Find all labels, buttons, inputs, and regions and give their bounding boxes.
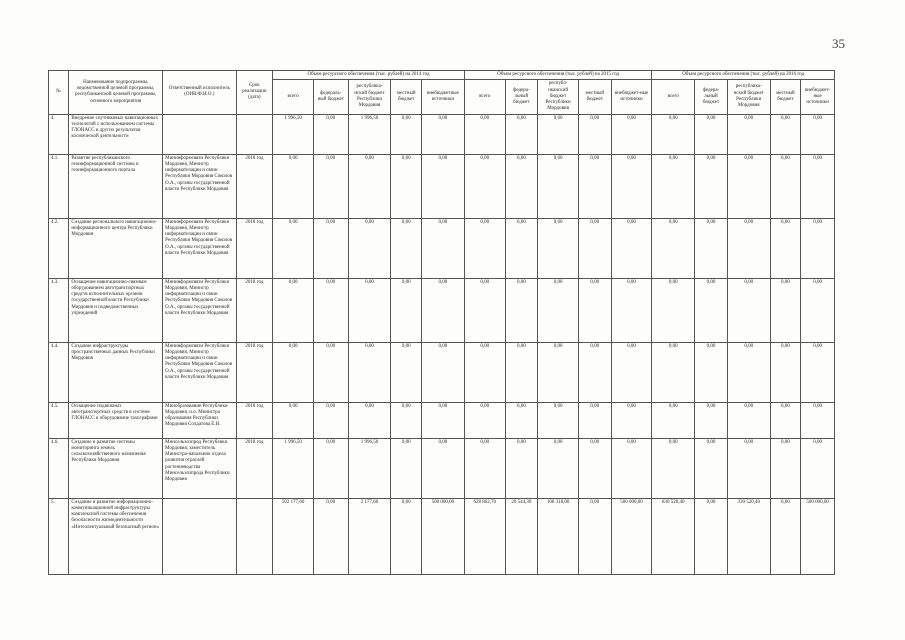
row-deadline: 2018 год <box>236 218 273 278</box>
subheader: местный бюджет <box>578 80 611 114</box>
amount-cell: 0,00 <box>801 438 835 498</box>
amount-cell: 0,00 <box>348 402 391 438</box>
amount-cell: 0,00 <box>391 218 422 278</box>
amount-cell: 0,00 <box>391 278 422 342</box>
amount-cell: 0,00 <box>505 278 538 342</box>
row-deadline: 2018 год <box>236 278 273 342</box>
table-row <box>49 218 835 278</box>
row-number: 5. <box>49 498 69 574</box>
header-2016: Объем ресурсного обеспечения (тыс. рублей) на 2016 год <box>652 71 835 80</box>
subheader: местный бюджет <box>770 80 801 114</box>
amount-cell: 0,00 <box>695 114 728 154</box>
header-deadline: Срок реализации (дата) <box>236 71 273 115</box>
amount-cell: 628 862,70 <box>464 498 505 574</box>
amount-cell: 0,00 <box>538 402 579 438</box>
amount-cell: 2 177,60 <box>348 498 391 574</box>
row-executor: Минсельхозпрод Республики Мордовия, заместитель Министра-начальник отдела развития отраслей растениеводства Минсельхозпрода Республики Мордовия <box>163 438 236 498</box>
amount-cell: 0,00 <box>505 402 538 438</box>
amount-cell: 0,00 <box>538 218 579 278</box>
table-row <box>49 402 835 438</box>
amount-cell: 0,00 <box>313 342 348 402</box>
amount-cell: 0,00 <box>801 278 835 342</box>
amount-cell: 0,00 <box>611 438 652 498</box>
amount-cell: 0,00 <box>652 154 695 218</box>
row-name: Создание инфраструктуры пространственных данных Республики Мордовия <box>69 342 163 402</box>
amount-cell: 108 318,00 <box>538 498 579 574</box>
subheader: республ-иканский бюджет Республики Мордовия <box>538 80 579 114</box>
amount-cell: 0,00 <box>652 402 695 438</box>
amount-cell: 0,00 <box>611 218 652 278</box>
amount-cell: 0,00 <box>695 342 728 402</box>
amount-cell: 0,00 <box>770 154 801 218</box>
amount-cell: 0,00 <box>770 114 801 154</box>
amount-cell: 0,00 <box>801 154 835 218</box>
amount-cell: 0,00 <box>578 498 611 574</box>
amount-cell: 0,00 <box>611 342 652 402</box>
subheader: федераль-ный бюджет <box>313 80 348 114</box>
amount-cell: 0,00 <box>727 438 770 498</box>
row-deadline: 2018 год <box>236 402 273 438</box>
amount-cell: 0,00 <box>464 342 505 402</box>
subheader: внебюджетные источники <box>421 80 464 114</box>
header-2015: Объем ресурсного обеспечения (тыс. рублей) на 2015 год <box>464 71 652 80</box>
subheader: всего <box>273 80 314 114</box>
subheader: местный бюджет <box>391 80 422 114</box>
amount-cell: 0,00 <box>695 278 728 342</box>
subheader: республика-нский бюджет Республики Мордовия <box>348 80 391 114</box>
amount-cell: 0,00 <box>770 342 801 402</box>
amount-cell: 20 544,30 <box>505 498 538 574</box>
amount-cell: 0,00 <box>313 218 348 278</box>
amount-cell: 0,00 <box>538 342 579 402</box>
amount-cell: 0,00 <box>421 114 464 154</box>
amount-cell: 0,00 <box>313 114 348 154</box>
row-number: 4.4. <box>49 342 69 402</box>
row-number: 4.3. <box>49 278 69 342</box>
amount-cell: 0,00 <box>421 154 464 218</box>
amount-cell: 0,00 <box>421 218 464 278</box>
amount-cell: 0,00 <box>770 278 801 342</box>
amount-cell: 0,00 <box>727 342 770 402</box>
row-number: 4.6. <box>49 438 69 498</box>
amount-cell: 0,00 <box>348 342 391 402</box>
subheader: всего <box>652 80 695 114</box>
amount-cell: 0,00 <box>538 438 579 498</box>
amount-cell: 0,00 <box>273 154 314 218</box>
row-executor: Мининформсвязи Республики Мордовия, Министр информатизации и связи Республики Мордовия Соколов О.А., органы государственной власти Республики Мордовия <box>163 218 236 278</box>
row-deadline <box>236 498 273 574</box>
row-executor: Мининформсвязи Республики Мордовия, Министр информатизации и связи Республики Мордовия Соколов О.А., органы государственной власти Республики Мордовия <box>163 278 236 342</box>
amount-cell: 0,00 <box>391 438 422 498</box>
row-name: Создание и развитие информационно-коммуникационной инфраструктуры комплексной системы обеспечения безопасности жизнедеятельности «Интеллектуальный безопасный регион» <box>69 498 163 574</box>
row-deadline: 2018 год <box>236 438 273 498</box>
amount-cell: 0,00 <box>578 438 611 498</box>
amount-cell: 0,00 <box>578 402 611 438</box>
amount-cell: 0,00 <box>727 154 770 218</box>
row-number: 4.5. <box>49 402 69 438</box>
amount-cell: 0,00 <box>421 438 464 498</box>
amount-cell: 0,00 <box>770 218 801 278</box>
amount-cell: 0,00 <box>464 114 505 154</box>
row-executor: Мининформсвязи Республики Мордовия, Министр информатизации и связи Республики Мордовия Соколов О.А., органы государственной власти Республики Мордовия <box>163 342 236 402</box>
amount-cell: 0,00 <box>611 402 652 438</box>
amount-cell: 0,00 <box>348 218 391 278</box>
amount-cell: 0,00 <box>611 154 652 218</box>
amount-cell: 0,00 <box>801 402 835 438</box>
row-name: Создание и развитие системы мониторинга земель сельскохозяйственного назначения Республики Мордовия <box>69 438 163 498</box>
amount-cell: 0,00 <box>727 402 770 438</box>
resource-table <box>48 70 835 575</box>
amount-cell: 0,00 <box>801 218 835 278</box>
amount-cell: 0,00 <box>578 218 611 278</box>
amount-cell: 0,00 <box>695 498 728 574</box>
row-number: 4.2. <box>49 218 69 278</box>
table-row <box>49 114 835 154</box>
amount-cell: 0,00 <box>421 278 464 342</box>
subheader: федера-льный бюджет <box>505 80 538 114</box>
amount-cell: 502 177,60 <box>273 498 314 574</box>
row-deadline: 2018 год <box>236 154 273 218</box>
table-row <box>49 498 835 574</box>
table-row <box>49 154 835 218</box>
amount-cell: 0,00 <box>505 342 538 402</box>
amount-cell: 0,00 <box>770 402 801 438</box>
amount-cell: 0,00 <box>391 402 422 438</box>
amount-cell: 0,00 <box>464 402 505 438</box>
header-name: Наименование подпрограммы, ведомственной целевой программы, республиканской целевой программы, основного мероприятия <box>69 71 163 115</box>
amount-cell: 0,00 <box>464 154 505 218</box>
amount-cell: 0,00 <box>505 218 538 278</box>
row-number: 4.1. <box>49 154 69 218</box>
row-deadline <box>236 114 273 154</box>
amount-cell: 0,00 <box>273 342 314 402</box>
subheader: федера-льный бюджет <box>695 80 728 114</box>
amount-cell: 0,00 <box>695 402 728 438</box>
amount-cell: 0,00 <box>348 154 391 218</box>
amount-cell: 500 000,00 <box>421 498 464 574</box>
amount-cell: 0,00 <box>313 154 348 218</box>
amount-cell: 0,00 <box>391 498 422 574</box>
row-executor <box>163 114 236 154</box>
row-name: Развитие республиканского геоинформационной системы и геоинформационного портала <box>69 154 163 218</box>
row-name: Внедрение спутниковых навигационных технологий с использованием системы ГЛОНАСС и других результатов космической деятельности <box>69 114 163 154</box>
amount-cell: 0,00 <box>313 278 348 342</box>
row-executor: Мининформсвязи Республики Мордовия, Министр информатизации и связи Республики Мордовия Соколов О.А., органы государственной власти Республики Мордовия <box>163 154 236 218</box>
header-no: № <box>49 71 69 115</box>
amount-cell: 0,00 <box>391 114 422 154</box>
header-executor: Ответственный исполнитель (ОИВ/Ф.И.О.) <box>163 71 236 115</box>
amount-cell: 1 996,50 <box>273 114 314 154</box>
amount-cell: 0,00 <box>578 114 611 154</box>
amount-cell: 0,00 <box>770 498 801 574</box>
header-2014: Объем ресурсного обеспечения (тыс. рублей) на 2014 год <box>273 71 465 80</box>
amount-cell: 0,00 <box>313 402 348 438</box>
amount-cell: 500 000,00 <box>801 498 835 574</box>
amount-cell: 0,00 <box>727 278 770 342</box>
amount-cell: 0,00 <box>464 218 505 278</box>
amount-cell: 0,00 <box>652 278 695 342</box>
table-row <box>49 342 835 402</box>
amount-cell: 0,00 <box>464 438 505 498</box>
page-number: 35 <box>832 36 845 51</box>
amount-cell: 0,00 <box>801 114 835 154</box>
subheader: внебюджет-ные источники <box>801 80 835 114</box>
amount-cell: 0,00 <box>505 154 538 218</box>
amount-cell: 0,00 <box>578 278 611 342</box>
amount-cell: 0,00 <box>538 278 579 342</box>
row-name: Оснащение подвижных автотранспортных средств в системе ГЛОНАСС и оборудование тахографами <box>69 402 163 438</box>
subheader: республика-нский бюджет Республики Мордовия <box>727 80 770 114</box>
subheader: внебюджет-ные источники <box>611 80 652 114</box>
amount-cell: 0,00 <box>421 402 464 438</box>
row-name: Оснащение навигационно-связным оборудованием автотранспортных средств исполнительных органов государственной власти Республики Мордовия и подведомственных учреждений <box>69 278 163 342</box>
amount-cell: 830 520,40 <box>652 498 695 574</box>
amount-cell: 0,00 <box>652 218 695 278</box>
amount-cell: 0,00 <box>578 154 611 218</box>
table-row <box>49 438 835 498</box>
amount-cell: 0,00 <box>801 342 835 402</box>
amount-cell: 0,00 <box>611 114 652 154</box>
amount-cell: 0,00 <box>538 114 579 154</box>
amount-cell: 0,00 <box>578 342 611 402</box>
row-executor: Минобразование Республики Мордовия, и.о. Министра образования Республики Мордовия Солдатова Е.Н. <box>163 402 236 438</box>
amount-cell: 0,00 <box>611 278 652 342</box>
row-number: 4. <box>49 114 69 154</box>
row-executor <box>163 498 236 574</box>
amount-cell: 0,00 <box>538 154 579 218</box>
amount-cell: 0,00 <box>464 278 505 342</box>
amount-cell: 0,00 <box>695 438 728 498</box>
row-deadline: 2018 год <box>236 342 273 402</box>
amount-cell: 0,00 <box>421 342 464 402</box>
amount-cell: 1 996,50 <box>348 114 391 154</box>
amount-cell: 0,00 <box>652 438 695 498</box>
table-row <box>49 278 835 342</box>
amount-cell: 0,00 <box>313 438 348 498</box>
amount-cell: 500 000,00 <box>611 498 652 574</box>
amount-cell: 0,00 <box>695 154 728 218</box>
amount-cell: 0,00 <box>652 114 695 154</box>
row-name: Создание регионального навигационно-информационного центра Республики Мордовия <box>69 218 163 278</box>
amount-cell: 0,00 <box>391 154 422 218</box>
amount-cell: 0,00 <box>505 114 538 154</box>
amount-cell: 0,00 <box>273 402 314 438</box>
amount-cell: 0,00 <box>727 114 770 154</box>
amount-cell: 1 996,50 <box>348 438 391 498</box>
amount-cell: 0,00 <box>391 342 422 402</box>
subheader: всего <box>464 80 505 114</box>
amount-cell: 0,00 <box>273 218 314 278</box>
amount-cell: 0,00 <box>273 278 314 342</box>
amount-cell: 0,00 <box>727 218 770 278</box>
amount-cell: 0,00 <box>505 438 538 498</box>
amount-cell: 330 520,40 <box>727 498 770 574</box>
amount-cell: 0,00 <box>652 342 695 402</box>
amount-cell: 0,00 <box>770 438 801 498</box>
amount-cell: 0,00 <box>695 218 728 278</box>
amount-cell: 0,00 <box>348 278 391 342</box>
amount-cell: 0,00 <box>313 498 348 574</box>
amount-cell: 1 996,50 <box>273 438 314 498</box>
